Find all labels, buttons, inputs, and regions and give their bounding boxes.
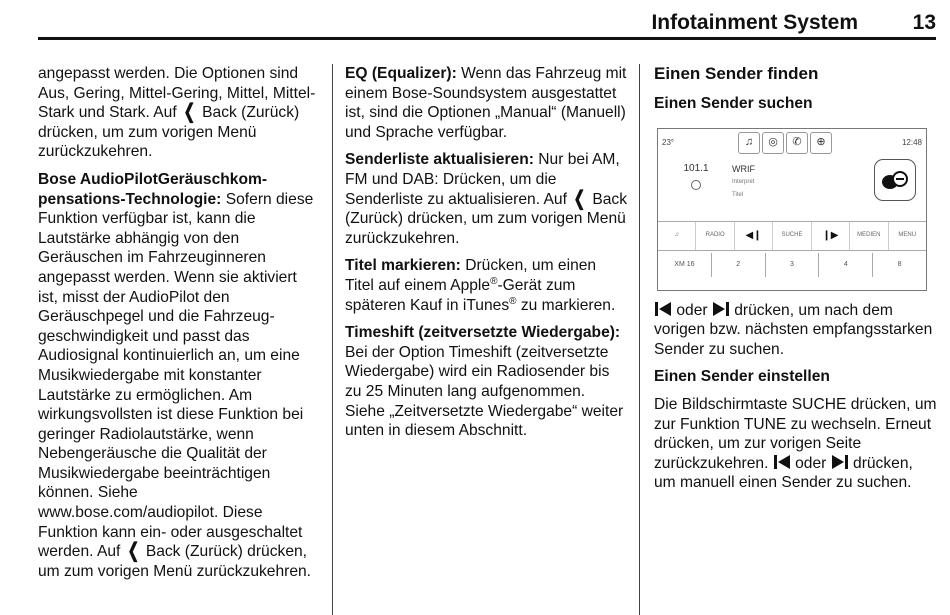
- seek-forward-icon: [712, 301, 730, 317]
- artist-label: Interpret: [732, 178, 755, 185]
- preset-band: XM 16: [658, 253, 712, 277]
- screen-temperature: 23°: [662, 137, 675, 147]
- term-heading: EQ (Equalizer):: [345, 65, 457, 82]
- screen-frequency: [676, 159, 716, 191]
- paragraph-text: Sofern diese Funktion verfügbar ist, kann die Lautstärke abhängig von den Geräuschen im Fahrzeuginneren angepasst werden. Wenn sie aktiviert ist, misst der AudioPilot den Geräuschpegel und die Fahrzeuggeschwindigkeit und passt das Audiosignal kontinuierlich an, um eine Musikwiedergabe mit konstanter Lautstärke zu ermöglichen. Am wirkungsvollsten ist diese Funktion bei geringer Radiolautstärke, wenn Nebengeräusche die Qualität der Musikwiedergabe beeinträchtigen können. Siehe www.bose.com/audiopilot. Diese Funktion kann ein- oder ausgeschaltet werden. Auf: [38, 190, 314, 561]
- column-divider: [332, 64, 333, 615]
- radio-button: RADIO: [696, 222, 734, 250]
- term-heading: Titel markieren:: [345, 257, 461, 275]
- music-source-icon: ♫: [658, 222, 696, 250]
- phone-app-icon: ✆: [786, 132, 808, 154]
- search-button: SUCHE: [773, 222, 811, 250]
- media-button: MEDIEN: [850, 222, 888, 250]
- paragraph-text: oder: [795, 454, 827, 472]
- screen-preset-bar: [658, 253, 926, 277]
- nav-app-icon: ⊕: [810, 132, 832, 154]
- subsection-heading: Einen Sender suchen: [654, 95, 813, 112]
- station-preset-icon: [691, 180, 701, 190]
- screen-app-icons: [738, 132, 832, 154]
- paragraph-text: -Gerät zum späteren Kauf in iTunes: [345, 276, 576, 314]
- paragraph: [654, 301, 938, 360]
- seek-back-icon: [654, 301, 672, 317]
- screen-function-bar: [658, 221, 926, 251]
- paragraph-text: Drücken, um einen Titel auf einem Apple: [345, 257, 597, 294]
- station-name: WRIF: [732, 163, 755, 174]
- paragraph-text: Bei der Option Timeshift (zeitversetzte Wiedergabe) wird ein Radiosender bis zu 25 Minuten lang aufgenommen. Siehe „Zeitversetzte Wiedergabe“ weiter unten in diesem Abschnitt.: [345, 343, 624, 440]
- paragraph-text: Die Bildschirmtaste SUCHE drücken, um zur Funktion TUNE zu wechseln. Erneut drücken, um zur vorigen Seite zurückzukehren.: [654, 395, 937, 472]
- term-heading: Senderliste aktualisieren:: [345, 151, 534, 169]
- title-label: Titel: [732, 191, 744, 198]
- paragraph-text: Back (Zurück) drücken, um zum vorigen Menü zurückzukehren.: [38, 543, 312, 580]
- seek-back-icon: ◀❙: [735, 222, 773, 250]
- column-1: [38, 64, 320, 589]
- paragraph-text: drücken, um nach dem vorigen bzw. nächsten empfangsstarken Sender zu suchen.: [654, 301, 933, 358]
- menu-button: MENU: [898, 231, 917, 238]
- term-heading: Timeshift (zeitversetzte Wiedergabe):: [345, 324, 621, 342]
- registered-mark: ®: [490, 275, 498, 287]
- infotainment-screen-figure: [657, 128, 927, 291]
- paragraph-text: angepasst werden. Die Optionen sind Aus, Gering, Mittel-Gering, Mittel, Mittel-Stark und Stark. Auf: [38, 65, 316, 122]
- screen-station-info: [732, 163, 755, 202]
- paragraph-text: Back (Zurück) drücken, um zum vorigen Menü zurückzukehren.: [345, 190, 628, 247]
- subsection-heading: Einen Sender einstellen: [654, 368, 830, 386]
- paragraph: [654, 395, 938, 493]
- radio-logo-icon: [874, 159, 916, 201]
- paragraph-text: oder: [676, 301, 708, 319]
- preset-button: 2: [712, 253, 766, 277]
- seek-back-icon: [773, 454, 791, 470]
- frequency-value: 101.1: [683, 162, 709, 174]
- preset-button: 3: [766, 253, 820, 277]
- paragraph: [345, 323, 628, 441]
- column-divider: [639, 64, 640, 615]
- settings-app-icon: ◎: [762, 132, 784, 154]
- section-heading: Einen Sender finden: [654, 64, 819, 83]
- registered-mark: ®: [509, 295, 517, 307]
- back-chevron-icon: ❮: [183, 101, 196, 124]
- page-header: [38, 8, 936, 40]
- back-chevron-icon: ❮: [573, 187, 586, 210]
- paragraph-text: Back (Zurück) drücken, um zum vorigen Menü zurückzukehren.: [38, 104, 300, 161]
- paragraph: [345, 64, 628, 142]
- paragraph: [345, 256, 628, 315]
- paragraph-text: Wenn das Fahrzeug mit einem Bose-Soundsystem ausgestattet ist, sind die Optionen „Manual“ (Manuell) und Sprache verfügbar.: [345, 65, 627, 141]
- back-chevron-icon: ❮: [127, 540, 139, 563]
- paragraph: [345, 150, 628, 248]
- preset-button: 8: [897, 260, 902, 268]
- paragraph: [38, 170, 320, 581]
- page-number: 13: [912, 11, 936, 34]
- seek-forward-icon: [831, 454, 849, 470]
- paragraph: [38, 64, 320, 162]
- audio-app-icon: ♫: [738, 132, 760, 154]
- paragraph-text: zu markieren.: [516, 296, 616, 314]
- radio-logo-graphic: [880, 168, 910, 192]
- section-title: Infotainment System: [651, 11, 858, 34]
- column-3: [654, 64, 938, 501]
- preset-button: 4: [819, 253, 873, 277]
- paragraph-text: drücken, um manuell einen Sender zu suchen.: [654, 454, 913, 492]
- column-2: [345, 64, 628, 449]
- term-heading: Bose AudioPilotGeräuschkompensations-Technologie:: [38, 170, 268, 208]
- seek-forward-icon: ❙▶: [812, 222, 850, 250]
- paragraph-text: Nur bei AM, FM und DAB: Drücken, um die Senderliste zu aktualisieren. Auf: [345, 151, 620, 208]
- screen-clock: 12:48: [901, 137, 922, 147]
